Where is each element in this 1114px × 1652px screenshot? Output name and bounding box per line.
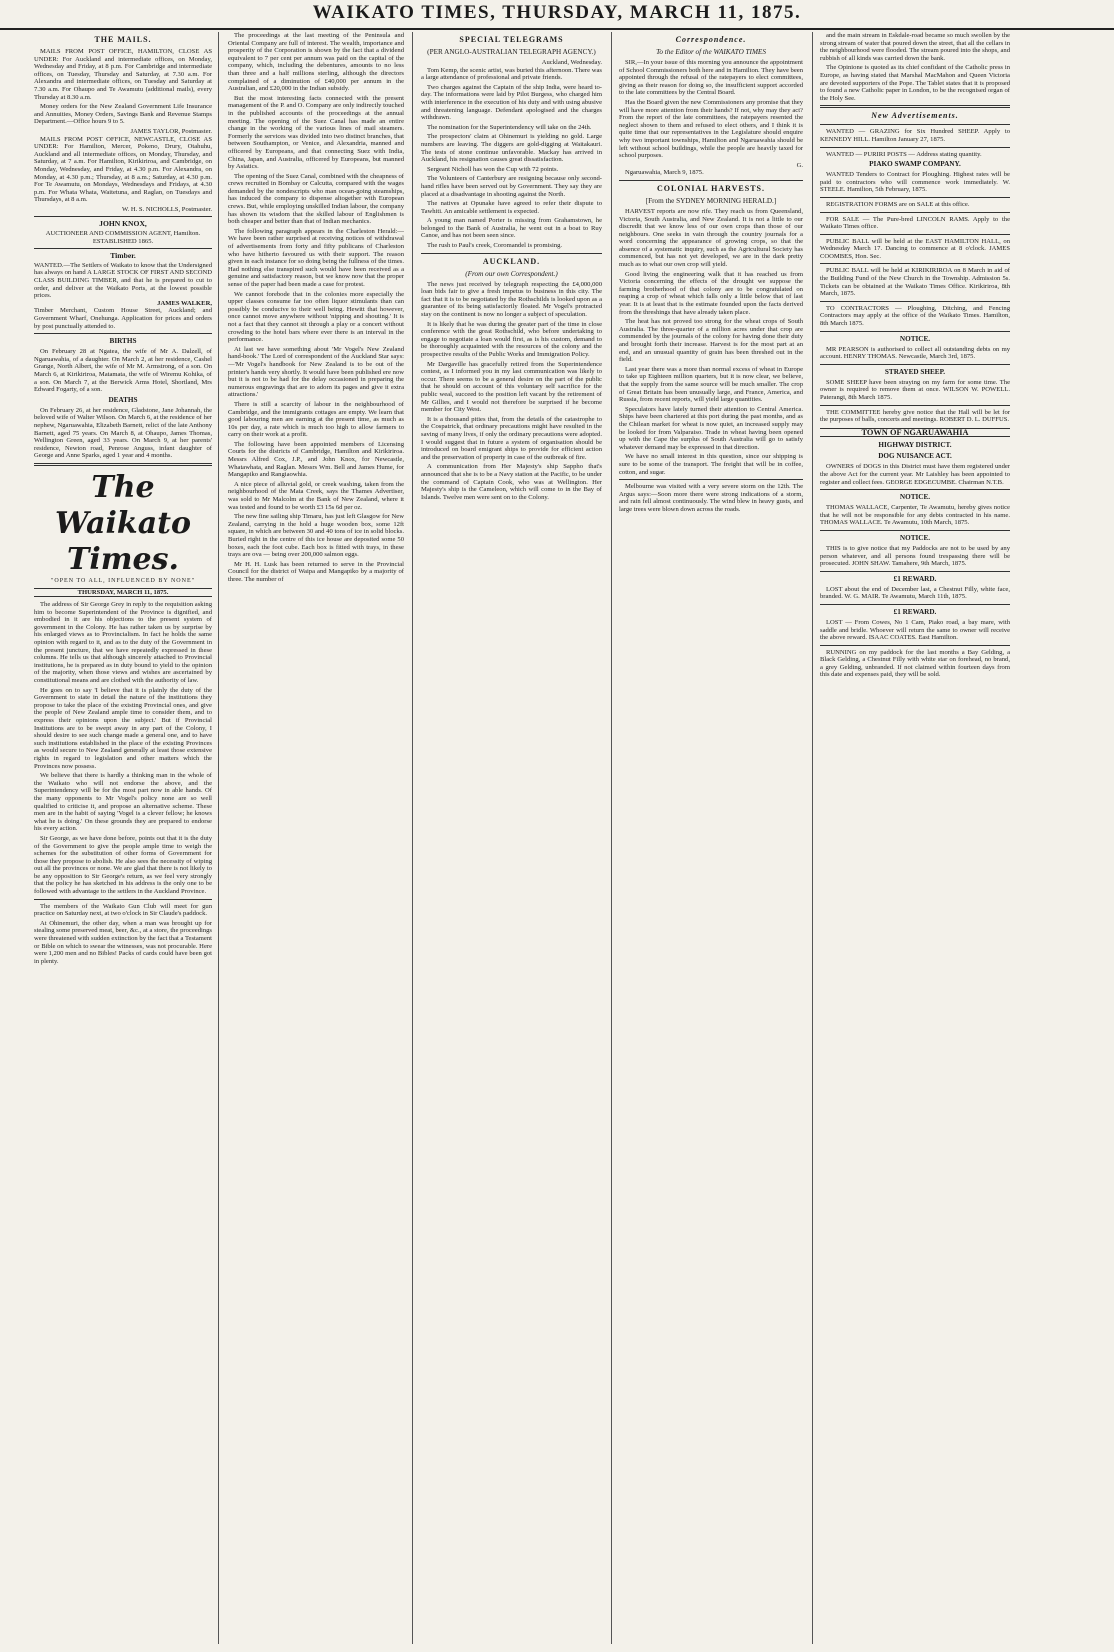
news-paragraph: The opening of the Suez Canal, combined with the cheapness of crews recruited in Bombay or Calcutta, compared with the wages demanded by the nondescripts who man ocean-going steamships, has induced the company to dispense altogether with European crews. But, while employing unskilled Indian labour, the company has shown its wisdom that the skilled labour of Englishmen is both cheaper and better than that of Indian mechanics.: [228, 172, 404, 226]
harvests-paragraph: Speculators have lately turned their attention to Central America. Ships have been chartered at this port during the past months, and as the Chilean market for wheat is now quiet, an increased supply may be looked for from Valparaiso. Trade in wheat having been opened up with the Cape the surplus of South Australia will go to satisfy whatever demand may be expressed in that direction.: [619, 405, 803, 451]
ad-running: RUNNING on my paddock for the last months a Bay Gelding, a Black Gelding, a Chestnut Filly with white star on forehead, no brand, a grey Gelding, unbranded. If not claimed within fourteen days from this date and expenses paid, they will be sold.: [820, 648, 1010, 679]
harvests-paragraph: Last year there was a more than normal excess of wheat in Europe to take up Eighteen million quarters, but it is now clear, we believe, that the supply from the same source will be much smaller. The crop of Great Britain has been unusually large, and France, America, and Russia, from recent reports, will yield large quantities.: [619, 365, 803, 404]
correspondence-heading: Correspondence.: [675, 35, 747, 44]
correspondence-subheading: To the Editor of the WAIKATO TIMES: [656, 48, 766, 56]
editorial-paragraph: We believe that there is hardly a thinking man in the whole of the Waikato who will not endorse the above, and the Superintendency will be for the most part now in able hands. Of the many opponents to Mr Vogel's policy none are so well qualified to criticise it, and propose an alternative scheme. These men are in the habit of saying 'Vogel is a clever fellow; he knows what he is doing.' On these grounds they are prepared to endorse his every action.: [34, 772, 212, 833]
ad-reward: LOST about the end of December last, a Chestnut Filly, white face, branded. W. G. MAIR. Te Awamutu, March 11th, 1875.: [820, 585, 1010, 601]
deaths-list: On February 26, at her residence, Gladstone, Jane Johannah, the beloved wife of Walter Wilson. On March 6, at the residence of her nephew, Ngaruawahia, Elizabeth Barnett, relict of the late Anthony Barnett, aged 75 years. On March 8, at Ohaupo, James Thomas, Wellington Green, aged 33 years. On March 9, at her parents' residence, Newton road, Penrose Anguss, infant daughter of George and Anne Sparks, aged 1 year and 4 months.: [34, 406, 212, 460]
news-paragraph: Mr H. H. Lusk has been returned to serve in the Provincial Council for the district of Waipa and Mangapiko by a majority of three. The number of: [228, 560, 404, 583]
column-1: [34, 32, 212, 1644]
auckland-subheading: (From our own Correspondent.): [465, 269, 558, 278]
mails-signature: W. H. S. NICHOLLS, Postmaster.: [121, 205, 212, 213]
notice-heading: NOTICE.: [899, 493, 931, 502]
ad-body: Timber Merchant, Custom House Street, Auckland; and Government Wharf, Onehunga. Application for prices and orders by post punctually attended to.: [34, 307, 212, 330]
editorial-paragraph: Sir George, as we have done before, points out that it is the duty of the Government to give the people ample time to weigh the schemes for the substitution of other forms of Government for those they propose to abolish. He also sees the necessity of wiping out all the provinces or none. We are glad that there is not likely to be any opposition to Sir George's return, as we feel very strongly that the policy he has sketched in his address is the only one to be followed with advantage to the settlers in the Auckland Province.: [34, 834, 212, 896]
harvests-paragraph: HARVEST reports are now rife. They reach us from Queensland, Victoria, South Australia, and New Zealand. It is not a little to our discredit that we know less of our own crops than those of our neighbours. One seeks in vain through the country journals for a word concerning the appearance of growing crops, so that the absence of a systematic inquiry, such as the Agricultural Society has commenced, but has not yet developed, we are in the dark pretty much as to what our own crop will yield.: [619, 207, 803, 269]
letter-paragraph: SIR,—In your issue of this morning you announce the appointment of School Commissioners both here and in Hamilton. They have been appointed through the refusal of the ratepayers to elect committees, giving as their reason for doing so, the insufficient support accorded to the late committees by the Central Board.: [619, 59, 803, 97]
telegram-item: The natives at Opunake have agreed to refer their dispute to Tawhiti. An amicable settlement is expected.: [421, 200, 602, 215]
town-heading: TOWN OF NGARUAWAHIA: [820, 428, 1010, 438]
ad-contractors: TO CONTRACTORS — Ploughing, Ditching, and Fencing Contractors may apply at the office of the Waikato Times. Hamilton, 8th March 1875.: [820, 304, 1010, 328]
news-paragraph: At last we have something about 'Mr Vogel's New Zealand hand-book.' The Lord of correspondent of the Auckland Star says:—'Mr Vogel's handbook for New Zealand is to be out of the printer's hands very shortly. It would have been published ere now but it is not to be had for the delay occasioned in preparing the numerous engravings that are to adorn its pages and give it extra attractions.': [228, 345, 404, 399]
news-paragraph: The proceedings at the last meeting of the Peninsula and Oriental Company are full of interest. The wealth, importance and prosperity of the Corporation is shown by the fact that a dividend equivalent to 7 per cent per annum was paid on the capital of the company, which, including the debentures, amounts to no less than three and a half millions sterling, although the directors complained of a diminution of £40,000 per annum in the Australian, and £20,000 in the Indian subsidy.: [228, 32, 404, 93]
page-masthead: WAIKATO TIMES, THURSDAY, MARCH 11, 1875.: [0, 2, 1114, 30]
column-rule: [812, 32, 813, 1644]
divider: [619, 180, 803, 181]
divider: [34, 248, 212, 249]
news-paragraph: The members of the Waikato Gun Club will meet for gun practice on Saturday next, at two o'clock in Sir Claude's paddock.: [34, 902, 212, 918]
auckland-paragraph: It is likely that he was during the greater part of the time in close conference with the great Rothschild, who before undertaking to engage to negotiate a loan would first, as is his custom, demand to be thoroughly acquainted with the resources of the colony and the prospective results of the Public Works and Immigration Policy.: [421, 320, 602, 358]
letter-signature: G.: [796, 161, 803, 169]
telegrams-subheading: (PER ANGLO-AUSTRALIAN TELEGRAPH AGENCY.): [427, 48, 596, 56]
act-heading: DOG NUISANCE ACT.: [878, 452, 952, 461]
divider: [820, 263, 1010, 264]
harvests-paragraph: Good living the engineering walk that it has reached us from Victoria concerning the effects of the drought we suppose the farming brotherhood of that colony are to be congratulated on reaping a crop of wheat which falls only a little below that of last year. It is at least that is the estimate founded upon the facts derived from the threshings that have already taken place.: [619, 270, 803, 316]
editorial-paragraph: The address of Sir George Grey in reply to the requisition asking him to become Superintendent of the Province is dignified, and embodied in it are his objections to the present system of government in the Colony. He has rather taken us by surprise by his enlarged views as to Provincialism. In fact he holds the same opinion with regard to it, and as to the duty of the Government in the present juncture, that we have repeatedly expressed in these columns. He tells us that although sincerely attached to Provincial institutions, he is prepared as in duty bound to yield to the opinion of the majority, when those views and wishes are ascertained by constitutional means and are clothed with the authority of law.: [34, 601, 212, 685]
ad-strayed-sheep: SOME SHEEP have been straying on my farm for some time. The owner is required to remove them at once. WILSON W. POWELL. Paterangi, 8th March 1875.: [820, 378, 1010, 401]
letter-date: Ngaruawahia, March 9, 1875.: [625, 169, 704, 177]
column-rule: [611, 32, 612, 1644]
divider: [820, 124, 1010, 125]
telegram-item: The prospectors' claim at Ohinemuri is yielding no gold. Large numbers are leaving. The diggers are gold-digging at Waitakauri. The tests of stone continue unfavorable. Mackay has arrived in Auckland, his resignation causes great dissatisfaction.: [421, 133, 602, 164]
column-5: [820, 32, 1010, 1644]
divider: [820, 405, 1010, 406]
notice-heading: NOTICE.: [899, 334, 931, 343]
divider: [820, 234, 1010, 235]
deaths-heading: DEATHS: [108, 395, 138, 404]
ad-reward: LOST — From Cowes, No 1 Cam, Piako road, a bay mare, with saddle and bridle. Whoever will return the same to owner will receive the above reward. ISAAC COATES. East Hamilton.: [820, 618, 1010, 642]
auckland-heading: AUCKLAND.: [482, 256, 541, 266]
editorial-paragraph: He goes on to say 'I believe that it is plainly the duty of the Government to state in detail the nature of the institutions they propose to take the place of the existing Provincial ones, and give the people of New Zealand ample time to consider them, and to express their opinions upon the subject.' But if Provincial Institutions are to be swept away in any part of the Colony, I should desire to see such change made a general one, and to have such institutions established in the place of the existing Provinces as would secure to New Zealand generally at least those extensive rights in regard to legislation and other matters which the Provinces now possess.: [34, 686, 212, 770]
paper-title: The Waikato Times.: [54, 469, 191, 577]
news-paragraph: The new fine sailing ship Timaru, has just left Glasgow for New Zealand, carrying in the hold a huge wooden box, some 12ft square, in which are between 30 and 40 tons of ice in solid blocks. Buried right in the centre of this ice house are deposited some 50 boxes, each the foot cube. Each box is fitted with trays, in these trays are ova — being over 200,000 salmon eggs.: [228, 513, 404, 559]
mails-newcastle: MAILS FROM POST OFFICE, NEWCASTLE, CLOSE AS UNDER: For Hamilton, Mercer, Pokeno, Drury, Otahuhu, Auckland and all intermediate offices, on Monday, Thursday, and Saturday, at 7 a.m. For Hamilton, Kirikiriroa, and Cambridge, on Monday, Wednesday, and Friday, at 4.30 p.m. For Alexandra, on Monday, at 4.30 p.m.; Thursday, at 8 a.m.; Saturday, at 4.30 p.m. For Te Awamutu, on Mondays, Wednesdays and Fridays, at 4.30 p.m. For Whata Whata, Waitetuna, and Raglan, on Tuesdays and Thursdays, at 8 a.m.: [34, 135, 212, 204]
divider: [820, 489, 1010, 490]
paper-date: THURSDAY, MARCH 11, 1875.: [34, 588, 212, 598]
news-paragraph: At Ohinemuri, the other day, when a man was brought up for stealing some preserved meat, beer, &c., at a store, the proceedings were threatened with sudden extinction by the fact that a Testament or Bible on which to swear the witnesses, was not procurable. Here were 1,200 men and no Bibles! Packs of cards could have been got in plenty.: [34, 919, 212, 965]
ad-notice: THIS is to give notice that my Paddocks are not to be used by any person whatever, and all persons found trespassing there will be prosecuted. JOHN SHAW. Tamahere, 9th March, 1875.: [820, 544, 1010, 568]
telegram-item: Tom Kemp, the scenic artist, was buried this afternoon. There was a large attendance of professional and private friends.: [421, 66, 602, 82]
divider: [820, 105, 1010, 108]
telegrams-heading: SPECIAL TELEGRAMS: [459, 35, 564, 44]
ad-heading: PIAKO SWAMP COMPANY.: [869, 160, 961, 169]
letter-paragraph: Has the Board given the new Commissioners any promise that they will have more attention from their hands? If not, why may they act? From the report of the late committees, the ratepayers resented the neglect shown to them and refused to elect others, and I think it is quite time that our representatives in the Legislature should enquire why two important townships, Hamilton and Ngaruawahia should be left without school buildings, while the people are heavily taxed for school purposes.: [619, 98, 803, 160]
auckland-paragraph: A communication from Her Majesty's ship Sappho that's announced that she is to be a Navy station at the Pacific, to be under the command of Captain Cook, who was at Wellington. Her Majesty's ship is the Cameleon, which will come to in the Bay of Islands. Twelve men were sent on to the Colony.: [421, 463, 602, 501]
news-paragraph: and the main stream in Eskdale-road became so much swollen by the strong stream of water that poured down the street, that all the cellars in the neighbourhood were flooded. The stream poured into the shops, and rubbish of all kinds was carried down the bank.: [820, 32, 1010, 62]
column-rule: [218, 32, 219, 1644]
ad-public-ball: PUBLIC BALL will be held at the EAST HAMILTON HALL, on Wednesday March 17. Dancing to commence at 8 o'clock. JAMES COOMBES, Hon. Sec.: [820, 237, 1010, 260]
ad-piako-swamp: WANTED Tenders to Contract for Ploughing. Highest rates will be paid to contractors who will commence work immediately. W. STEELE. Hamilton, 5th February, 1875.: [820, 171, 1010, 194]
ad-public-ball: PUBLIC BALL will be held at KIRIKIRIROA on 8 March in aid of the Building Fund of the New Church in the Township. Admission 5s. Tickets can be obtained at the Waikato Times Office. Kirikiriroa, 8th March, 1875.: [820, 267, 1010, 298]
column-2: [228, 32, 404, 1644]
divider: [820, 530, 1010, 531]
column-rule: [412, 32, 413, 1644]
telegram-item: The rush to Paul's creek, Coromandel is promising.: [427, 242, 563, 250]
mails-heading: THE MAILS.: [94, 35, 152, 44]
ad-notice: THOMAS WALLACE, Carpenter, Te Awamutu, hereby gives notice that he will not be responsible for any debts contracted in his name. THOMAS WALLACE. Te Awamutu, 10th March, 1875.: [820, 504, 1010, 527]
paper-motto: "OPEN TO ALL, INFLUENCED BY NONE": [50, 577, 196, 584]
ad-dog-nuisance: OWNERS of DOGS in this District must have them registered under the above Act for the current year. Mr Laishley has been appointed to register and collect fees. GEORGE EDGECUMBE. Chairman N.T.B.: [820, 463, 1010, 486]
news-paragraph: The Opinione is quoted as its chief confidant of the Catholic press in Europe, as having stated that Marshal MacMahon and Queen Victoria are devoted supporters of the Pope. The Tablet states that it is proposed to found a new Catholic paper in London, to be the recognised organ of the Holy See.: [820, 64, 1010, 102]
telegram-item: Two charges against the Captain of the ship India, were heard to-day. The informations were laid by Pilot Burgess, who charged him with interference in the execution of his duty and with using abusive and threatening language. Defendant apologised and the charges withdrawn.: [421, 83, 602, 122]
ad-registration-forms: REGISTRATION FORMS are on SALE at this office.: [826, 200, 970, 208]
ad-signature: JAMES WALKER,: [157, 299, 212, 307]
news-paragraph: The following paragraph appears in the Charleston Herald:—We have been rather surprised at receiving notices of withdrawal of advertisements from forty and fifty publicans of Charleston who have hitherto favoured us with their support. The reason given in each instance for so doing being the fullness of the times. Had nothing else transpired such would have been received as a genuine and satisfactory reason, but we know now that the proper sense of the paper had been made a case for protest.: [228, 227, 404, 288]
births-list: On February 28 at Ngatea, the wife of Mr A. Dalzell, of Ngaruawahia, of a daughter. On March 2, at her residence, Cashel Grange, North Albert, the wife of Mr M. Armstrong, of a son. On March 6, at Kirikiriroa, Matamata, the wife of Wiremu Kohika, of a son. On March 7, at the Berwick Arms Hotel, Shortland, Mrs Edward Fogarty, of a son.: [34, 348, 212, 394]
divider: [820, 331, 1010, 332]
divider: [619, 479, 803, 480]
news-paragraph: There is still a scarcity of labour in the neighbourhood of Cambridge, and the immigrants cottages are empty. We learn that good labouring men are earning at the present time, as much as 10s per day, a rate which is much too high to allow farmers to carry on their work at a profit.: [228, 400, 404, 439]
divider: [421, 253, 602, 254]
ad-puriri-posts: WANTED — PURIRI POSTS — Address stating quantity.: [826, 150, 982, 158]
strayed-heading: STRAYED SHEEP.: [884, 367, 946, 376]
telegrams-dateline: Auckland, Wednesday.: [541, 59, 602, 66]
divider: [34, 463, 212, 466]
ad-notice: MR PEARSON is authorised to collect all outstanding debts on my account. HENRY THOMAS. Newcastle, March 3rd, 1875.: [820, 345, 1010, 361]
births-heading: BIRTHS: [109, 337, 137, 346]
divider: [820, 364, 1010, 365]
divider: [820, 212, 1010, 213]
ad-committee: THE COMMITTEE hereby give notice that the Hall will be let for the purposes of balls, concerts and meetings. ROBERT D. L. DUFFUS.: [820, 408, 1010, 424]
divider: [820, 604, 1010, 605]
ad-heading: JOHN KNOX,: [99, 219, 147, 229]
mails-signature: JAMES TAYLOR, Postmaster.: [130, 127, 212, 135]
news-paragraph: We cannot forebode that in the colonies more especially the upper classes consume far too often liquor stimulants than can possibly be conducive to their well being. Hewitt that however, once cannot move anywhere without 'nipping and shouting.' It is not a fact that they cannot sit through a play or a concert without crowding to the hotel bars where ever there is an interval in the performance.: [228, 290, 404, 344]
ad-lincoln-rams: FOR SALE — The Pure-bred LINCOLN RAMS. Apply to the Waikato Times office.: [820, 215, 1010, 231]
reward-heading: £1 REWARD.: [893, 607, 937, 616]
district-heading: HIGHWAY DISTRICT.: [878, 441, 952, 450]
telegram-item: The nomination for the Superintendency will take on the 24th.: [427, 123, 592, 131]
news-paragraph: Melbourne was visited with a very severe storm on the 12th. The Argus says:—Soon more there were strong indications of a storm, and rain fell almost continuously. The wind blew in heavy gusts, and large trees were blown down across the roads.: [619, 483, 803, 513]
harvests-paragraph: The heat has not proved too strong for the wheat crops of South Australia. The three-quarter of a million acres under that crop are commended by the journals of the colony for having done their duty and brought forth their increase. Harvest is for the most part at an end, and an unusual quantity of grain has been threshed out in the field.: [619, 318, 803, 364]
ad-body: AUCTIONEER AND COMMISSION AGENT, Hamilton. ESTABLISHED 1865.: [45, 230, 201, 245]
telegram-item: The Volunteers of Canterbury are resigning because only second-hand rifles have been served out by Government. They say they are placed at a disadvantage in shooting against the North.: [421, 175, 602, 198]
advertisements-heading: New Advertisements.: [871, 111, 959, 121]
auckland-paragraph: The news just received by telegraph respecting the £4,000,000 loan bids fair to give a fresh impetus to business in this city. The fact that it is to be negotiated by the Rothschilds is looked upon as a guarantee of its being satisfactorily floated. Mr Vogel's protracted stay on the continent is now no longer a subject of speculation.: [421, 280, 602, 319]
auckland-paragraph: Mr Dargaville has gracefully retired from the Superintendence contest, as I informed you in my last communication was likely to occur. There seems to be a general desire on the part of the public that he should on account of this voluntary self sacrifice for the public weal, succeed to the position left vacant by the retirement of Mr Gillies, and I would not therefore be surprised if he become member for City West.: [421, 360, 602, 414]
divider: [34, 216, 212, 217]
ad-heading: Timber.: [110, 251, 136, 261]
notice-heading: NOTICE.: [899, 533, 931, 542]
ad-grazing: WANTED — GRAZING for Six Hundred SHEEP. Apply to KENNEDY HILL. Hamilton January 27, 1875.: [820, 128, 1010, 143]
divider: [34, 899, 212, 900]
divider: [820, 147, 1010, 148]
divider: [820, 197, 1010, 198]
reward-heading: £1 REWARD.: [893, 574, 937, 583]
news-paragraph: But the most interesting facts connected with the present management of the P. and O. Company are only indirectly touched in the published accounts of the proceedings at the annual meeting. The opening of the Suez Canal has made an entire change in the working of the various lines of mail steamers. Formerly the services was divided into two distinct branches, that between Southampton, or Venice, and Alexandria, manned and officered by Europeans, and that connecting Suez with India, China, Japan, and Australia, officered by Europeans, but manned by Asiatics.: [228, 94, 404, 171]
auckland-paragraph: It is a thousand pities that, from the details of the catastrophe to the Cospatrick, that ordinary precautions might have resulted in the saving of many lives, if only the ordinary precautions were adopted. I would suggest that in future a system of organisation should be introduced on board emigrant ships to provide for efficient action and the preservation of property in case of the outbreak of fire.: [421, 415, 602, 461]
harvests-heading: COLONIAL HARVESTS.: [657, 183, 765, 193]
divider: [34, 333, 212, 334]
column-3: [421, 32, 602, 1644]
divider: [820, 571, 1010, 572]
ad-knox: [34, 220, 212, 245]
telegram-item: Sergeant Nicholl has won the Cup with 72 points.: [427, 165, 559, 173]
news-paragraph: The following have been appointed members of Licensing Courts for the districts of Cambridge, Hamilton and Kirikiriroa. Messrs Alfred Cox, J.P., and John Knox, for Newcastle, Whatawhata, and Raglan. Messrs Wm. Bell and James Hume, for Mangapiko and Rangiaowhia.: [228, 440, 404, 479]
column-4: [619, 32, 803, 1644]
divider: [820, 645, 1010, 646]
divider: [820, 301, 1010, 302]
harvests-paragraph: We have no small interest in this question, since our shipping is sure to be some of the transport. The freight that will be in coffee, cotton, and sugar.: [619, 453, 803, 476]
mails-office-hours: Money orders for the New Zealand Government Life Insurance and Annuities, Money Orders, Savings Bank and Revenue Stamps Department.—Office hours 9 to 5.: [34, 103, 212, 126]
ad-timber: [34, 252, 212, 330]
harvests-subheading: [From the SYDNEY MORNING HERALD.]: [645, 196, 777, 205]
telegram-item: A young man named Porter is missing from Grahamstown, he belonged to the Bank of Australia, he went out in a boat to Ruy Canoe, and has not been seen since.: [421, 217, 602, 240]
mails-hamilton: MAILS FROM POST OFFICE, HAMILTON, CLOSE AS UNDER: For Auckland and intermediate offices, on Monday, Wednesday and Friday, at 8 p.m. For Cambridge and intermediate offices, on Tuesday, Thursday and Saturday, at 7.30 a.m. For Alexandra and intermediate offices, on Tuesday and Saturday at 7.30 a.m. For Ohaupo and Te Awamutu (additional mails), every Thursday at 8.30 a.m.: [34, 48, 212, 101]
ad-body: WANTED.—The Settlers of Waikato to know that the Undersigned has always on hand A LARGE STOCK OF FIRST AND SECOND CLASS BUILDING TIMBER, and that he is prepared to cut to order, and deliver at the Waikato Ports, at the lowest possible prices.: [34, 261, 212, 300]
news-paragraph: A nice piece of alluvial gold, or creek washing, taken from the neighbourhood of the Mata Creek, says the Thames Advertiser, was sold to Mr Malcolm at the Bank of New Zealand, where it was tested and found to be worth £3 15s 6d per oz.: [228, 480, 404, 511]
